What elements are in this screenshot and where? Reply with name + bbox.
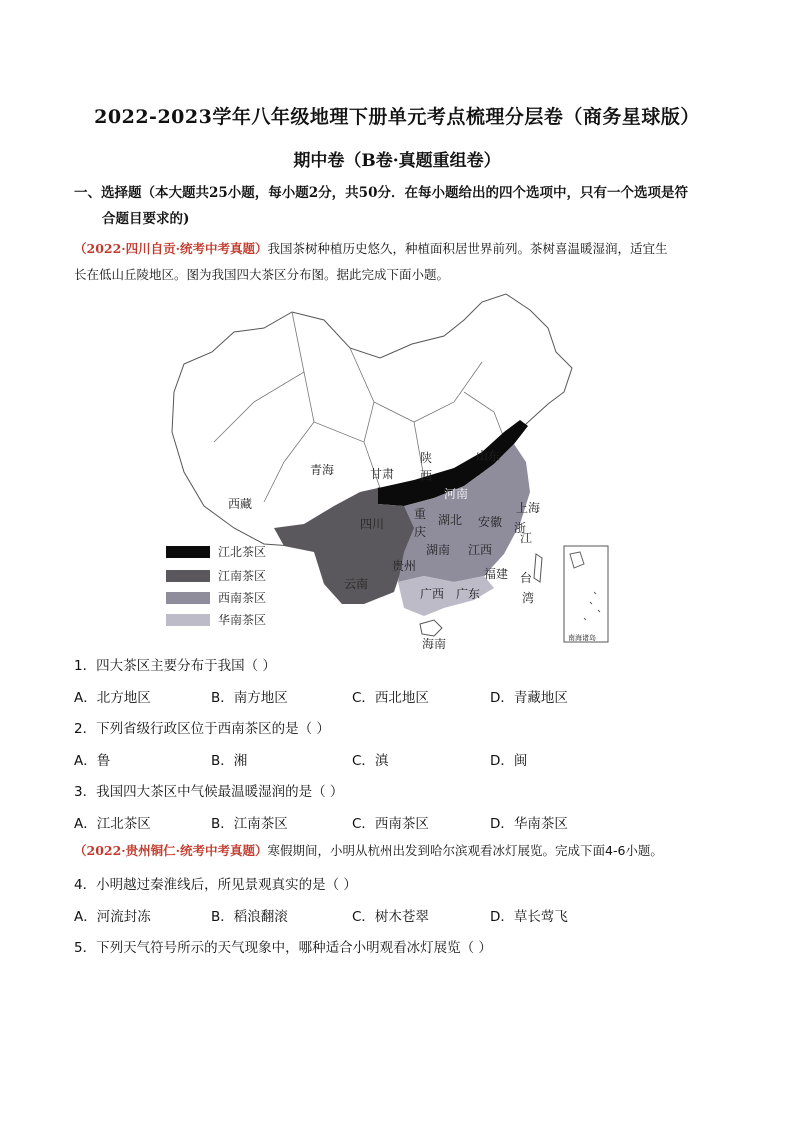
option-c[interactable]: C．西南茶区	[352, 816, 429, 832]
question-stem: 5．下列天气符号所示的天气现象中，哪种适合小明观看冰灯展览（ ）	[74, 940, 492, 956]
map-label: 重	[414, 507, 427, 521]
option-c[interactable]: C．滇	[352, 753, 389, 769]
map-label: 南海诸岛	[568, 634, 596, 642]
option-c[interactable]: C．树木苍翠	[352, 909, 429, 925]
map-label: 广西	[420, 587, 445, 601]
option-b[interactable]: B．湘	[211, 753, 248, 769]
map-label: 西	[420, 469, 433, 483]
question-stem: 3．我国四大茶区中气候最温暖湿润的是（ ）	[74, 784, 344, 800]
question-stem: 2．下列省级行政区位于西南茶区的是（ ）	[74, 721, 330, 737]
passage-2	[74, 838, 734, 864]
map-label: 海南	[422, 637, 447, 651]
option-d[interactable]: D．闽	[490, 753, 528, 769]
option-b[interactable]: B．江南茶区	[211, 816, 288, 832]
legend-label: 江北茶区	[218, 545, 267, 559]
legend-label: 江南茶区	[218, 569, 267, 583]
map-label: 湖北	[438, 513, 463, 527]
legend-swatch-xinan	[166, 592, 210, 604]
section-heading-line1: 一、选择题（本大题共25小题，每小题2分，共50分．在每小题给出的四个选项中，只有一个选项是符	[74, 185, 688, 201]
option-c[interactable]: C．西北地区	[352, 690, 429, 706]
legend-label: 华南茶区	[218, 613, 267, 627]
map-label: 湾	[522, 591, 535, 605]
option-a[interactable]: A．鲁	[74, 753, 111, 769]
option-a[interactable]: A．江北茶区	[74, 816, 151, 832]
legend-swatch-jiangbei	[166, 546, 210, 558]
passage-1-text-line2: 长在低山丘陵地区。图为我国四大茶区分布图。据此完成下面小题。	[74, 267, 450, 282]
south-china-sea-inset	[564, 546, 608, 642]
section-heading	[74, 180, 734, 232]
map-label: 贵州	[392, 559, 417, 573]
question-stem: 4．小明越过秦淮线后，所见景观真实的是（ ）	[74, 877, 357, 893]
passage-1-text-line1: 我国茶树种植历史悠久，种植面积居世界前列。茶树喜温暖湿润，适宜生	[267, 241, 668, 256]
map-label: 上海	[516, 501, 541, 515]
legend-swatch-jiangnan	[166, 570, 210, 582]
map-label: 青海	[310, 463, 335, 477]
taiwan-island	[534, 554, 542, 582]
option-a[interactable]: A．河流封冻	[74, 909, 151, 925]
map-label: 江西	[468, 543, 493, 557]
option-d[interactable]: D．青藏地区	[490, 690, 568, 706]
option-b[interactable]: B．南方地区	[211, 690, 288, 706]
map-label: 安徽	[478, 515, 503, 529]
map-label: 甘肃	[370, 467, 395, 481]
map-label: 云南	[344, 577, 369, 591]
map-label: 湖南	[426, 543, 451, 557]
china-map-svg	[164, 292, 610, 654]
map-label: 陕	[420, 451, 433, 465]
map-label: 浙	[514, 521, 527, 535]
map-label: 四川	[360, 517, 385, 531]
option-d[interactable]: D．华南茶区	[490, 816, 568, 832]
question-stem: 1．四大茶区主要分布于我国（ ）	[74, 658, 276, 674]
map-legend	[166, 545, 266, 627]
passage-1	[74, 236, 734, 288]
hainan-island	[420, 620, 442, 636]
section-heading-line2: 合题目要求的)	[102, 211, 190, 227]
map-label: 山东	[476, 449, 501, 463]
map-label: 台	[520, 571, 533, 585]
passage-2-text: 寒假期间，小明从杭州出发到哈尔滨观看冰灯展览。完成下面4-6小题。	[267, 843, 663, 858]
option-d[interactable]: D．草长莺飞	[490, 909, 568, 925]
option-b[interactable]: B．稻浪翻滚	[211, 909, 288, 925]
tea-region-map	[164, 292, 610, 654]
passage-1-source: （2022·四川自贡·统考中考真题）	[74, 241, 268, 256]
map-label: 西藏	[228, 497, 253, 511]
option-a[interactable]: A．北方地区	[74, 690, 151, 706]
map-label: 江	[520, 531, 533, 545]
map-label: 广东	[456, 587, 481, 601]
document-title: 2022-2023学年八年级地理下册单元考点梳理分层卷（商务星球版）	[94, 106, 700, 128]
legend-label: 西南茶区	[218, 591, 267, 605]
map-label: 福建	[484, 567, 509, 581]
document-subtitle: 期中卷（B卷·真题重组卷）	[293, 151, 501, 171]
legend-swatch-huanan	[166, 614, 210, 626]
map-label: 河南	[444, 487, 469, 501]
passage-2-source: （2022·贵州铜仁·统考中考真题）	[74, 843, 268, 858]
map-label: 庆	[414, 525, 427, 539]
